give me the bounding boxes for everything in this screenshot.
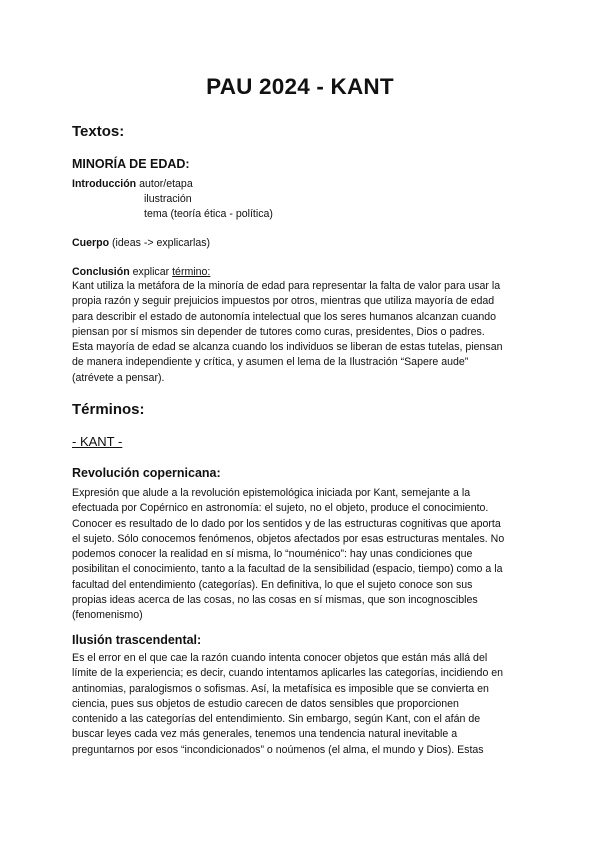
- paragraph-line: para describir el estado de autonomía intelectual que los seres humanos alcanzan cuando: [72, 310, 497, 323]
- paragraph-line: Esta mayoría de edad se alcanza cuando los individuos se liberan de estas tutelas, piensan: [72, 341, 503, 354]
- section-heading-terminos: Términos:: [72, 401, 145, 418]
- paragraph-line: antinomias, paralogismos o sofismas. Así, la metafísica es imposible que se convierta en: [72, 682, 489, 695]
- paragraph-line: Es el error en el que cae la razón cuando intenta conocer objetos que están más allá del: [72, 652, 488, 664]
- revolucion-paragraph: [72, 486, 532, 624]
- conclusion-label: Conclusión: [72, 266, 130, 278]
- paragraph-line: posibilitan el conocimiento, tanto a la facultad de la sensibilidad (espacio, tiempo) como a la: [72, 563, 503, 576]
- intro-label: Introducción: [72, 178, 137, 190]
- intro-item: autor/etapa: [139, 178, 193, 190]
- ilusion-heading: Ilusión trascendental:: [72, 633, 202, 647]
- paragraph-line: propia razón y seguir prejuicios impuestos por otros, mientras que utiliza mayoría de edad: [72, 295, 495, 308]
- paragraph-line: efectuada por Copérnico en astronomía: el sujeto, no el objeto, produce el conocimiento.: [72, 502, 489, 515]
- paragraph-line: facultad del entendimiento (categorías). En definitiva, lo que el sujeto conoce son sus: [72, 578, 473, 591]
- ilusion-paragraph: [72, 651, 532, 758]
- kant-label: - KANT -: [72, 434, 123, 449]
- page-title: PAU 2024 - KANT: [206, 74, 394, 99]
- paragraph-line: Conocer es resultado de lo dado por los sentidos y de las estructuras cognitivas que aporta: [72, 517, 501, 530]
- paragraph-line: contenido a las categorías del entendimiento. Sin embargo, según Kant, con el afán de: [72, 713, 481, 726]
- cuerpo-row: [72, 237, 210, 249]
- paragraph-line: piensan por sí mismos sin depender de tutores como curas, presidentes, Dios o padres.: [72, 325, 485, 338]
- intro-item: ilustración: [144, 193, 192, 205]
- paragraph-line: ciencia, pues sus objetos de estudio carecen de datos sensibles que proporcionen: [72, 697, 459, 710]
- intro-row: [72, 178, 193, 190]
- paragraph-line: (atrévete a pensar).: [72, 371, 165, 384]
- revolucion-heading: Revolución copernicana:: [72, 466, 221, 480]
- paragraph-line: podemos conocer la realidad en sí misma, lo “nouménico”: hay unas condiciones que: [72, 548, 473, 561]
- section-heading-textos: Textos:: [72, 123, 125, 140]
- minoria-heading: MINORÍA DE EDAD:: [72, 157, 190, 171]
- paragraph-line: Kant utiliza la metáfora de la minoría de edad para representar la falta de valor para usar la: [72, 280, 501, 292]
- paragraph-line: Expresión que alude a la revolución epistemológica iniciada por Kant, semejante a la: [72, 487, 471, 499]
- intro-item: tema (teoría ética - política): [144, 208, 273, 220]
- conclusion-row: [72, 266, 210, 278]
- paragraph-line: propias ideas acerca de las cosas, no las cosas en sí mismas, que son incognoscibles: [72, 594, 478, 607]
- conclusion-paragraph: [72, 279, 532, 386]
- paragraph-line: (fenomenismo): [72, 609, 143, 622]
- cuerpo-label: Cuerpo: [72, 237, 110, 249]
- paragraph-line: límite de la experiencia; es decir, cuando intentamos aplicarles las categorías, incidiendo en: [72, 667, 504, 680]
- paragraph-line: de manera independiente y crítica, y asumen el lema de la Ilustración “Sapere aude”: [72, 356, 469, 369]
- paragraph-line: preguntarnos por esos “incondicionados” o noúmenos (el alma, el mundo y Dios). Estas: [72, 743, 484, 756]
- conclusion-term: término:: [172, 266, 211, 278]
- paragraph-line: buscar leyes cada vez más generales, tenemos una tendencia natural inevitable a: [72, 728, 458, 741]
- paragraph-line: el sujeto. Sólo conocemos fenómenos, objetos afectados por esas estructuras mentales. No: [72, 532, 505, 545]
- conclusion-text: explicar: [132, 266, 170, 278]
- cuerpo-text: (ideas -> explicarlas): [112, 237, 211, 249]
